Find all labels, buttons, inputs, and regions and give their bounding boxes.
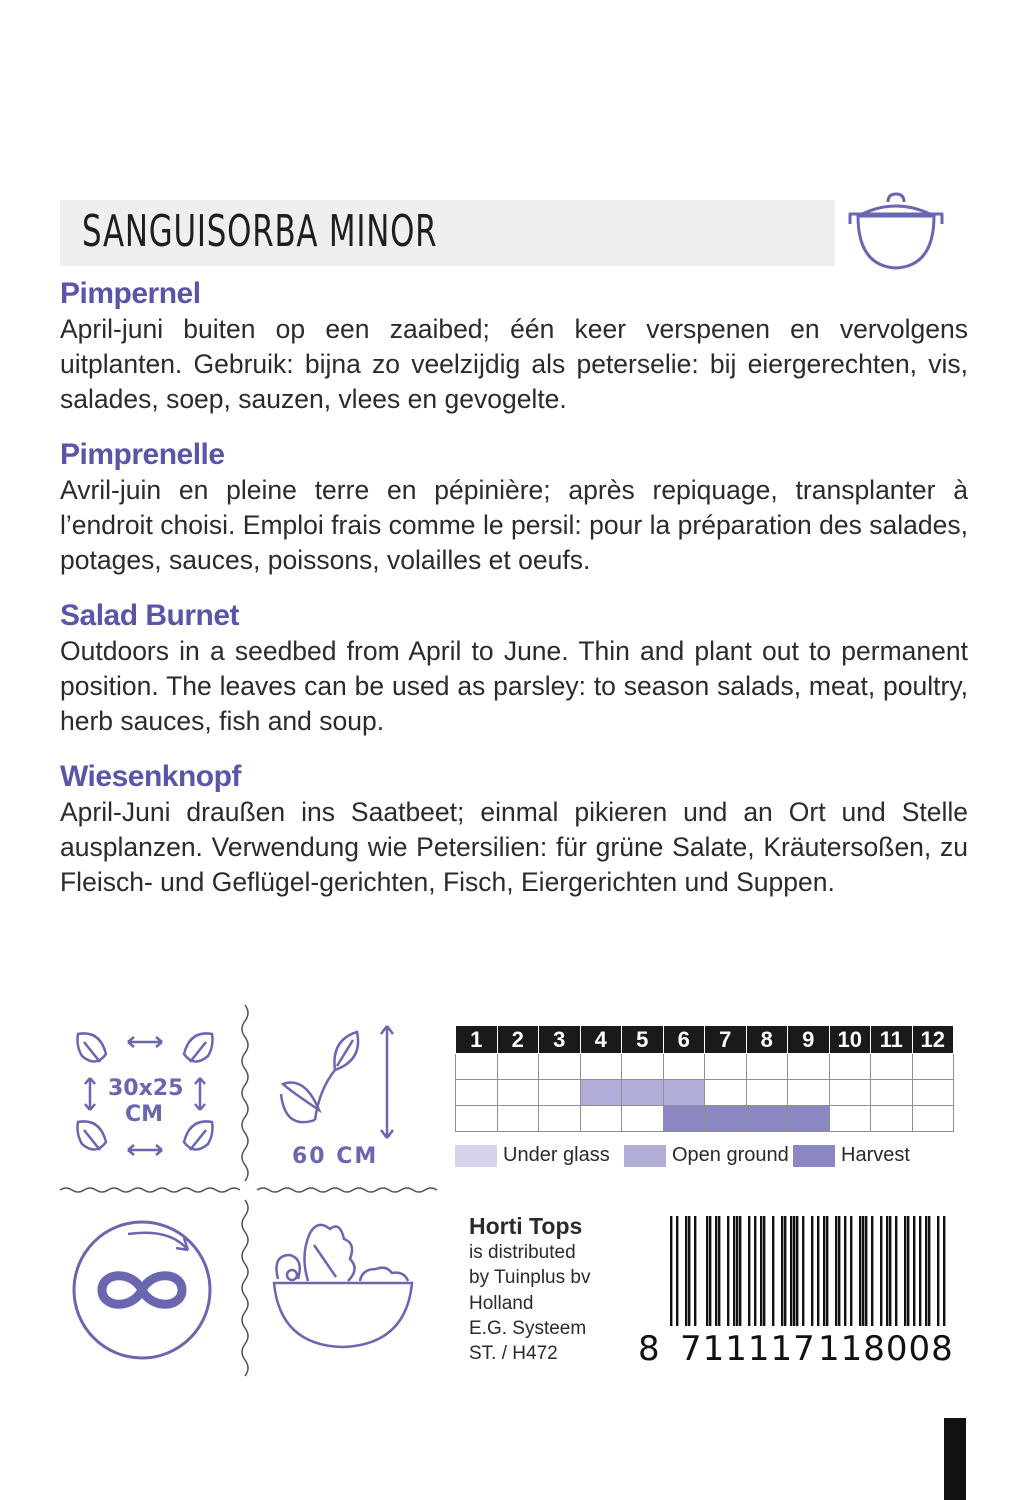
legend-label: Under glass xyxy=(503,1144,610,1166)
section-nl xyxy=(60,276,968,417)
calendar-cell-open-ground xyxy=(788,1080,830,1106)
barcode-bar xyxy=(784,1216,786,1326)
calendar-cell-open-ground xyxy=(829,1080,871,1106)
month-header: 8 xyxy=(746,1026,788,1054)
calendar-cell-open-ground xyxy=(456,1080,498,1106)
spacing-line2: CM xyxy=(124,1102,164,1127)
calendar-cell-harvest xyxy=(746,1106,788,1132)
barcode-bar xyxy=(913,1216,915,1326)
section-heading: Pimprenelle xyxy=(60,438,225,471)
distributor-line: by Tuinplus bv xyxy=(469,1267,591,1289)
barcode-bar xyxy=(880,1216,882,1326)
barcode-bar xyxy=(739,1216,741,1326)
barcode-bar xyxy=(790,1216,792,1326)
barcode-bar xyxy=(733,1216,735,1326)
distributor-line: Holland xyxy=(469,1292,534,1314)
barcode-bar xyxy=(811,1216,813,1326)
barcode-bar xyxy=(886,1216,888,1326)
calendar-cell-harvest xyxy=(705,1106,747,1132)
barcode-bar xyxy=(685,1216,687,1326)
calendar-cell-under-glass xyxy=(456,1054,498,1080)
plant-height-value: 60 CM xyxy=(292,1144,379,1169)
barcode-bar xyxy=(844,1216,846,1326)
calendar-cell-open-ground xyxy=(622,1080,664,1106)
barcode-bar xyxy=(928,1216,930,1326)
barcode-bar xyxy=(907,1216,909,1326)
calendar-cell-under-glass xyxy=(746,1054,788,1080)
legend-under-glass xyxy=(455,1144,610,1170)
barcode-bar xyxy=(817,1216,819,1326)
calendar-cell-open-ground xyxy=(746,1080,788,1106)
barcode-bar xyxy=(706,1216,708,1326)
month-header: 12 xyxy=(912,1026,954,1054)
barcode-bar xyxy=(688,1216,690,1326)
barcode-bar xyxy=(919,1216,921,1326)
calendar-cell-harvest xyxy=(497,1106,539,1132)
barcode-bar xyxy=(838,1216,840,1326)
barcode-bar xyxy=(676,1216,678,1326)
barcode-bar xyxy=(694,1216,696,1326)
barcode xyxy=(638,1214,968,1364)
barcode-first-digit: 8 xyxy=(638,1329,660,1364)
legend-swatch xyxy=(624,1145,666,1167)
section-text: April-juni buiten op een zaaibed; één keer verspenen en vervolgens uitplanten. Gebruik: bijna zo veelzijdig als peterselie: bij eiergerechten, vis, salades, soep, sauzen, vlees en gevogelte. xyxy=(60,314,968,414)
barcode-bar xyxy=(754,1216,756,1326)
barcode-bar xyxy=(772,1216,774,1326)
calendar-cell-harvest xyxy=(456,1106,498,1132)
calendar-cell-harvest xyxy=(580,1106,622,1132)
spacing-value xyxy=(108,1076,184,1128)
month-header: 4 xyxy=(580,1026,622,1054)
barcode-bar xyxy=(865,1216,867,1326)
barcode-bar xyxy=(889,1216,891,1326)
month-header: 9 xyxy=(788,1026,830,1054)
month-header: 1 xyxy=(456,1026,498,1054)
barcode-bar xyxy=(802,1216,804,1326)
barcode-bar xyxy=(826,1216,828,1326)
calendar-cell-open-ground xyxy=(497,1080,539,1106)
calendar-cell-under-glass xyxy=(705,1054,747,1080)
legend-swatch xyxy=(455,1145,497,1167)
calendar-cell-harvest xyxy=(829,1106,871,1132)
barcode-bar xyxy=(862,1216,864,1326)
barcode-bar xyxy=(925,1216,927,1326)
month-header: 11 xyxy=(871,1026,913,1054)
barcode-bar xyxy=(736,1216,738,1326)
section-heading: Wiesenknopf xyxy=(60,760,241,793)
spacing-line1: 30x25 xyxy=(108,1076,184,1101)
distributor-block xyxy=(469,1212,590,1366)
month-header: 6 xyxy=(663,1026,705,1054)
section-text: Avril-juin en pleine terre en pépinière; après repiquage, transplanter à l’endroit choisi. Emploi frais comme le persil: pour la préparation des salades, potages, sauces, poissons, volailles et oeufs. xyxy=(60,475,968,575)
calendar-cell-under-glass xyxy=(829,1054,871,1080)
sowing-calendar xyxy=(455,1025,954,1132)
month-header: 3 xyxy=(539,1026,581,1054)
salad-bowl-icon xyxy=(270,1215,420,1355)
section-en xyxy=(60,598,968,739)
barcode-bar xyxy=(850,1216,852,1326)
legend-harvest xyxy=(793,1144,910,1170)
barcode-group-2: 118008 xyxy=(818,1329,954,1364)
section-text: April-Juni draußen ins Saatbeet; einmal pikieren und an Ort und Stelle ausplanzen. Verwendung wie Petersilien: für grüne Salate, Kräutersoßen, zu Fleisch- und Geflügel-gerichten, Fisch, Eiergerichten und Suppen. xyxy=(60,797,968,897)
calendar-cell-open-ground xyxy=(871,1080,913,1106)
calendar-cell-open-ground xyxy=(663,1080,705,1106)
barcode-bar xyxy=(760,1216,762,1326)
calendar-cell-open-ground xyxy=(539,1080,581,1106)
calendar-cell-under-glass xyxy=(539,1054,581,1080)
barcode-bar xyxy=(796,1216,798,1326)
section-text: Outdoors in a seedbed from April to June. Thin and plant out to permanent position. The leaves can be used as parsley: to season salads, meat, poultry, herb sauces, fish and soup. xyxy=(60,636,968,736)
calendar-cell-under-glass xyxy=(580,1054,622,1080)
calendar-cell-harvest xyxy=(539,1106,581,1132)
barcode-bar xyxy=(748,1216,750,1326)
legend-swatch xyxy=(793,1145,835,1167)
calendar-cell-open-ground xyxy=(705,1080,747,1106)
calendar-cell-open-ground xyxy=(580,1080,622,1106)
calendar-cell-under-glass xyxy=(663,1054,705,1080)
section-de xyxy=(60,759,968,900)
barcode-bar xyxy=(793,1216,795,1326)
calendar-cell-harvest xyxy=(788,1106,830,1132)
legend-label: Harvest xyxy=(841,1144,910,1166)
calendar-cell-under-glass xyxy=(497,1054,539,1080)
calendar-cell-under-glass xyxy=(622,1054,664,1080)
calendar-cell-harvest xyxy=(663,1106,705,1132)
distributor-line: E.G. Systeem xyxy=(469,1317,587,1339)
barcode-bar xyxy=(670,1216,672,1326)
legend-open-ground xyxy=(624,1144,789,1170)
barcode-bar xyxy=(781,1216,783,1326)
section-fr xyxy=(60,437,968,578)
brand-name: Horti Tops xyxy=(469,1213,583,1239)
barcode-bar xyxy=(823,1216,825,1326)
barcode-bar xyxy=(709,1216,711,1326)
calendar-cell-under-glass xyxy=(871,1054,913,1080)
calendar-cell-under-glass xyxy=(788,1054,830,1080)
pot-icon xyxy=(846,188,946,274)
barcode-bar xyxy=(871,1216,873,1326)
barcode-bar xyxy=(904,1216,906,1326)
barcode-group-1: 711117 xyxy=(680,1329,816,1364)
month-header: 2 xyxy=(497,1026,539,1054)
barcode-bar xyxy=(859,1216,861,1326)
barcode-bar xyxy=(835,1216,837,1326)
barcode-bar xyxy=(943,1216,945,1326)
month-header: 10 xyxy=(829,1026,871,1054)
section-heading: Salad Burnet xyxy=(60,599,240,632)
calendar-cell-under-glass xyxy=(912,1054,954,1080)
barcode-bar xyxy=(718,1216,720,1326)
barcode-bar xyxy=(727,1216,729,1326)
distributor-line: is distributed xyxy=(469,1242,576,1263)
page-title: SANGUISORBA MINOR xyxy=(82,206,438,257)
plant-height-icon xyxy=(275,1020,415,1150)
barcode-bar xyxy=(895,1216,897,1326)
month-header: 5 xyxy=(622,1026,664,1054)
legend-label: Open ground xyxy=(672,1144,789,1166)
calendar-cell-harvest xyxy=(871,1106,913,1132)
barcode-bar xyxy=(763,1216,765,1326)
infinity-icon xyxy=(70,1220,220,1360)
distributor-line: ST. / H472 xyxy=(469,1343,558,1365)
calendar-cell-harvest xyxy=(622,1106,664,1132)
calendar-cell-open-ground xyxy=(912,1080,954,1106)
barcode-bar xyxy=(937,1216,939,1326)
calendar-cell-harvest xyxy=(912,1106,954,1132)
barcode-bar xyxy=(715,1216,717,1326)
section-heading: Pimpernel xyxy=(60,277,201,310)
corner-bar xyxy=(944,1418,966,1500)
month-header: 7 xyxy=(705,1026,747,1054)
